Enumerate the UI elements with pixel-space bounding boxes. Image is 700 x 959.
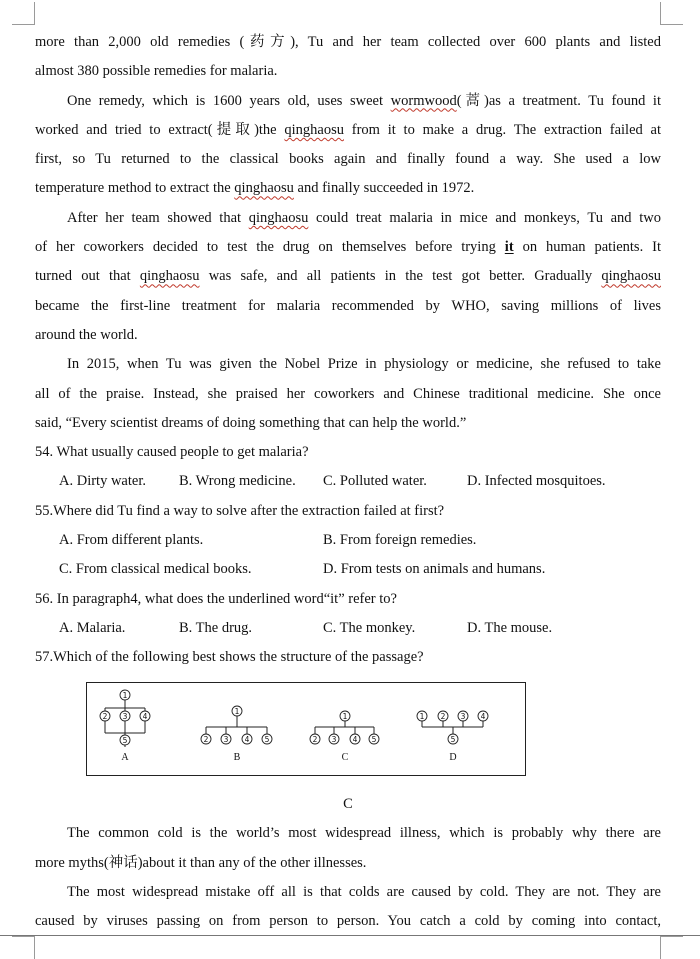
structure-diagram-box — [86, 682, 526, 776]
crop-mark-top-right — [660, 2, 683, 25]
text-run: After her team showed that — [67, 209, 249, 226]
question-55-options-row2 — [35, 555, 661, 584]
crop-mark-bottom-right — [660, 936, 683, 959]
diagram-node-number: 3 — [223, 735, 229, 745]
option-d: D. From tests on animals and humans. — [323, 561, 546, 578]
text-run: and finally succeeded in 1972. — [293, 180, 475, 197]
crop-mark-bottom-left — [12, 936, 35, 959]
diagram-node-number: 4 — [142, 712, 148, 722]
diagram-node-number: 5 — [264, 735, 270, 745]
diagram-node-number: 2 — [102, 712, 108, 722]
para1-line1: more than 2,000 old remedies (药方), Tu and her team collected over 600 plants and listed — [35, 34, 661, 50]
para4-line3: said, “Every scientist dreams of doing something that can help the world.” — [35, 414, 467, 431]
diagram-node-number: 2 — [203, 735, 209, 745]
option-a: A. Malaria. — [59, 619, 126, 636]
diagram-node-number: 1 — [122, 691, 128, 701]
diagram-node-number: 5 — [371, 735, 377, 745]
wavy-underlined-word: qinghaosu — [248, 209, 309, 226]
diagram-node-number: 1 — [234, 707, 240, 717]
para2-line1 — [35, 87, 661, 116]
option-a: A. Dirty water. — [59, 473, 146, 490]
diagram-node-number: 3 — [331, 735, 337, 745]
para2-line4 — [35, 174, 661, 203]
diagram-node-number: 3 — [122, 712, 128, 722]
option-b: B. Wrong medicine. — [179, 473, 296, 490]
question-56-stem: 56. In paragraph4, what does the underlined word“it” refer to? — [35, 590, 397, 607]
diagram-node-number: 2 — [312, 735, 318, 745]
question-55-options-row1 — [35, 526, 661, 555]
section-c-para2-line2: caused by viruses passing on from person to person. You catch a cold by coming into contact, — [35, 913, 661, 930]
crop-mark-top-left — [12, 2, 35, 25]
wavy-underlined-word: qinghaosu — [601, 268, 661, 285]
diagram-node-number: 4 — [244, 735, 250, 745]
section-c-para1-line1: The common cold is the world’s most widespread illness, which is probably why there are — [67, 825, 661, 842]
diagram-node-number: 3 — [460, 712, 466, 722]
para3-line1 — [35, 204, 661, 233]
para1-line2: almost 380 possible remedies for malaria. — [35, 63, 278, 80]
section-c-para1-line2: more myths(神话)about it than any of the other illnesses. — [35, 854, 367, 871]
text-run: of her coworkers decided to test the drug on themselves before trying — [35, 239, 505, 256]
para2-line2 — [35, 116, 661, 145]
para3-line4: became the first-line treatment for malaria recommended by WHO, saving millions of lives — [35, 297, 661, 314]
text-run: could treat malaria in mice and monkeys, Tu and two — [308, 209, 661, 226]
diagram-label-a: A — [121, 752, 129, 763]
para3-line5: around the world. — [35, 326, 138, 343]
text-run: (蒿)as a treatment. Tu found it — [456, 92, 661, 109]
text-run: was safe, and all patients in the test got better. Gradually — [199, 268, 602, 285]
option-a: A. From different plants. — [59, 532, 204, 549]
question-55-stem: 55.Where did Tu find a way to solve after the extraction failed at first? — [35, 502, 445, 519]
text-run: turned out that — [35, 268, 140, 285]
wavy-underlined-word: qinghaosu — [139, 268, 200, 285]
option-c: C. The monkey. — [323, 619, 416, 636]
option-b: B. The drug. — [179, 619, 253, 636]
para3-line2 — [35, 233, 661, 262]
option-c: C. From classical medical books. — [59, 561, 252, 578]
diagram-label-d: D — [449, 752, 457, 763]
section-c — [35, 790, 661, 936]
text-run: on human patients. It — [513, 239, 662, 256]
structure-diagrams — [87, 683, 525, 775]
wavy-underlined-word: qinghaosu — [234, 180, 294, 197]
option-d: D. The mouse. — [467, 619, 553, 636]
option-b: B. From foreign remedies. — [323, 532, 477, 549]
diagram-node-number: 2 — [440, 712, 446, 722]
section-c-heading: C — [343, 796, 353, 812]
question-54-stem: 54. What usually caused people to get malaria? — [35, 444, 309, 461]
diagram-node-number: 1 — [342, 712, 348, 722]
text-run: worked and tried to extract(提取)the — [35, 121, 285, 138]
diagram-node-number: 1 — [419, 712, 425, 722]
diagram-node-number: 4 — [480, 712, 486, 722]
diagram-node-number: 5 — [450, 735, 456, 745]
para4-line2: all of the praise. Instead, she praised her coworkers and Chinese traditional medicine. She once — [35, 385, 661, 402]
para3-line3 — [35, 262, 661, 291]
text-run: temperature method to extract the — [35, 180, 235, 197]
wavy-underlined-word: qinghaosu — [284, 121, 344, 138]
diagram-node-number: 4 — [352, 735, 358, 745]
wavy-underlined-word: wormwood — [390, 92, 457, 109]
underlined-word-it: it — [504, 239, 514, 256]
question-54-options — [35, 467, 661, 496]
para2-line3: first, so Tu returned to the classical books again and finally found a way. She used a low — [35, 151, 661, 168]
text-run: from it to make a drug. The extraction failed at — [344, 121, 661, 138]
question-57-stem: 57.Which of the following best shows the structure of the passage? — [35, 649, 424, 666]
diagram-node-number: 5 — [122, 736, 128, 746]
text-run: One remedy, which is 1600 years old, uses sweet — [67, 92, 391, 109]
diagram-label-b: B — [233, 752, 241, 763]
option-d: D. Infected mosquitoes. — [467, 473, 606, 490]
diagram-label-c: C — [341, 752, 349, 763]
document-page — [35, 28, 661, 673]
section-c-para2-line1: The most widespread mistake off all is that colds are caused by cold. They are not. They are — [67, 883, 661, 900]
para4-line1: In 2015, when Tu was given the Nobel Prize in physiology or medicine, she refused to take — [67, 356, 661, 373]
question-56-options — [35, 614, 661, 643]
option-c: C. Polluted water. — [323, 473, 427, 490]
